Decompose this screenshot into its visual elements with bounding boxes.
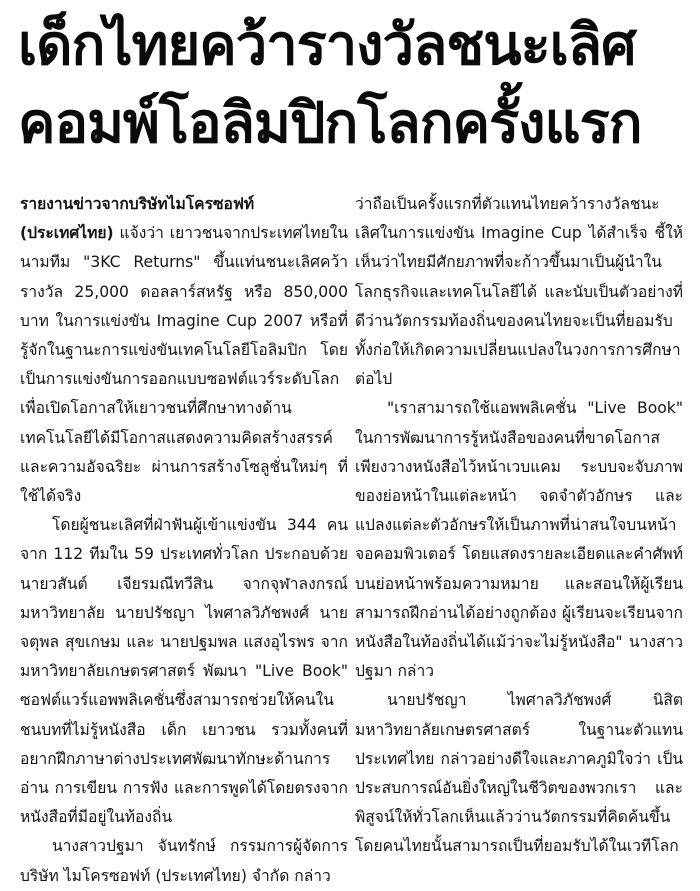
right-column	[355, 190, 683, 862]
headline-line-2: คอมพ์โอลิมปิกโลกครั้งแรก	[18, 91, 642, 156]
article-paragraph-3: นางสาวปฐมา จันทรักษ์ กรรมการผู้จัดการ บริษัท ไมโครซอฟท์ (ประเทศไทย) จำกัด กล่าว	[20, 837, 348, 885]
article-paragraph-1	[20, 190, 348, 511]
article-paragraph-5: "เราสามารถใช้แอพพลิเคชั่น "Live Book" ในการพัฒนาการรู้หนังสือของคนที่ขาดโอกาส เพียงวางหนังสือไว้หน้าเวบแคม ระบบจะจับภาพของย่อหน้าในแต่ละหน้า จดจำตัวอักษร และแปลงแต่ละตัวอักษรให้เป็นภาพที่น่าสนใจบนหน้าจอคอมพิวเตอร์ โดยแสดงรายละเอียดและคำศัพท์บนย่อหน้าพร้อมความหมาย และสอนให้ผู้เรียนสามารถฝึกอ่านได้อย่างถูกต้อง ผู้เรียนจะเรียนจากหนังสือในท้องถิ่นได้แม้ว่าจะไม่รู้หนังสือ" นางสาวปฐมา กล่าว	[355, 399, 683, 681]
headline-line-1: เด็กไทยคว้ารางวัลชนะเลิศ	[18, 13, 636, 78]
article-paragraph-4: ว่าถือเป็นครั้งแรกที่ตัวแทนไทยคว้ารางวัลชนะเลิศในการแข่งขัน Imagine Cup ได้สำเร็จ ชี้ให้เห็นว่าไทยมีศักยภาพที่จะก้าวขึ้นมาเป็นผู้นำในโลกธุรกิจและเทคโนโลยีได้ และนับเป็นตัวอย่างที่ดีว่านวัตกรรมท้องถิ่นของคนไทยจะเป็นที่ยอมรับทั้งก่อให้เกิดความเปลี่ยนแปลงในวงการการศึกษาต่อไป	[355, 195, 683, 389]
article-paragraph-2: โดยผู้ชนะเลิศที่ฝ่าฟันผู้เข้าแข่งขัน 344 คนจาก 112 ทีมใน 59 ประเทศทั่วโลก ประกอบด้วย นายวสันต์ เจียรมณีทวีสิน จากจุฬาลงกรณ์มหาวิทยาลัย นายปรัชญา ไพศาลวิภัชพงศ์ นายจตุพล สุขเกษม และ นายปฐมพล แสงอุไรพร จากมหาวิทยาลัยเกษตรศาสตร์ พัฒนา "Live Book" ซอฟต์แวร์แอพพลิเคชั่นซึ่งสามารถช่วยให้คนในชนบทที่ไม่รู้หนังสือ เด็ก เยาวชน รวมทั้งคนที่อยากฝึกภาษาต่างประเทศพัฒนาทักษะด้านการอ่าน การเขียน การฟัง และการพูดได้โดยตรงจากหนังสือที่มีอยู่ในท้องถิ่น	[20, 516, 348, 827]
article-lead: รายงานข่าวจากบริษัทไมโครซอฟท์ (ประเทศไทย)	[20, 195, 255, 243]
article-paragraph-6: นายปรัชญา ไพศาลวิภัชพงศ์ นิสิต มหาวิทยาลัยเกษตรศาสตร์ ในฐานะตัวแทนประเทศไทย กล่าวอย่างดีใจและภาคภูมิใจว่า เป็นประสบการณ์อันยิ่งใหญ่ในชีวิตของพวกเรา และพิสูจน์ให้ทั่วโลกเห็นแล้วว่านวัตกรรมที่คิดค้นขึ้นโดยคนไทยนั้นสามารถเป็นที่ยอมรับได้ในเวทีโลก	[355, 691, 683, 856]
article-paragraph-1-body: แจ้งว่า เยาวชนจากประเทศไทยในนามทีม "3KC Returns" ขึ้นแท่นชนะเลิศคว้ารางวัล 25,000 ดอลลาร์สหรัฐ หรือ 850,000 บาท ในการแข่งขัน Imagine Cup 2007 หรือที่รู้จักในฐานะการแข่งขันเทคโนโลยีโอลิมปิก โดยเป็นการแข่งขันการออกแบบซอฟต์แวร์ระดับโลกเพื่อเปิดโอกาสให้เยาวชนที่ศึกษาทางด้านเทคโนโลยีได้มีโอกาสแสดงความคิดสร้างสรรค์ และความอัจฉริยะ ผ่านการสร้างโซลูชั่นใหม่ๆ ที่ใช้ได้จริง	[20, 224, 348, 506]
left-column	[20, 190, 348, 891]
headline	[18, 8, 688, 164]
